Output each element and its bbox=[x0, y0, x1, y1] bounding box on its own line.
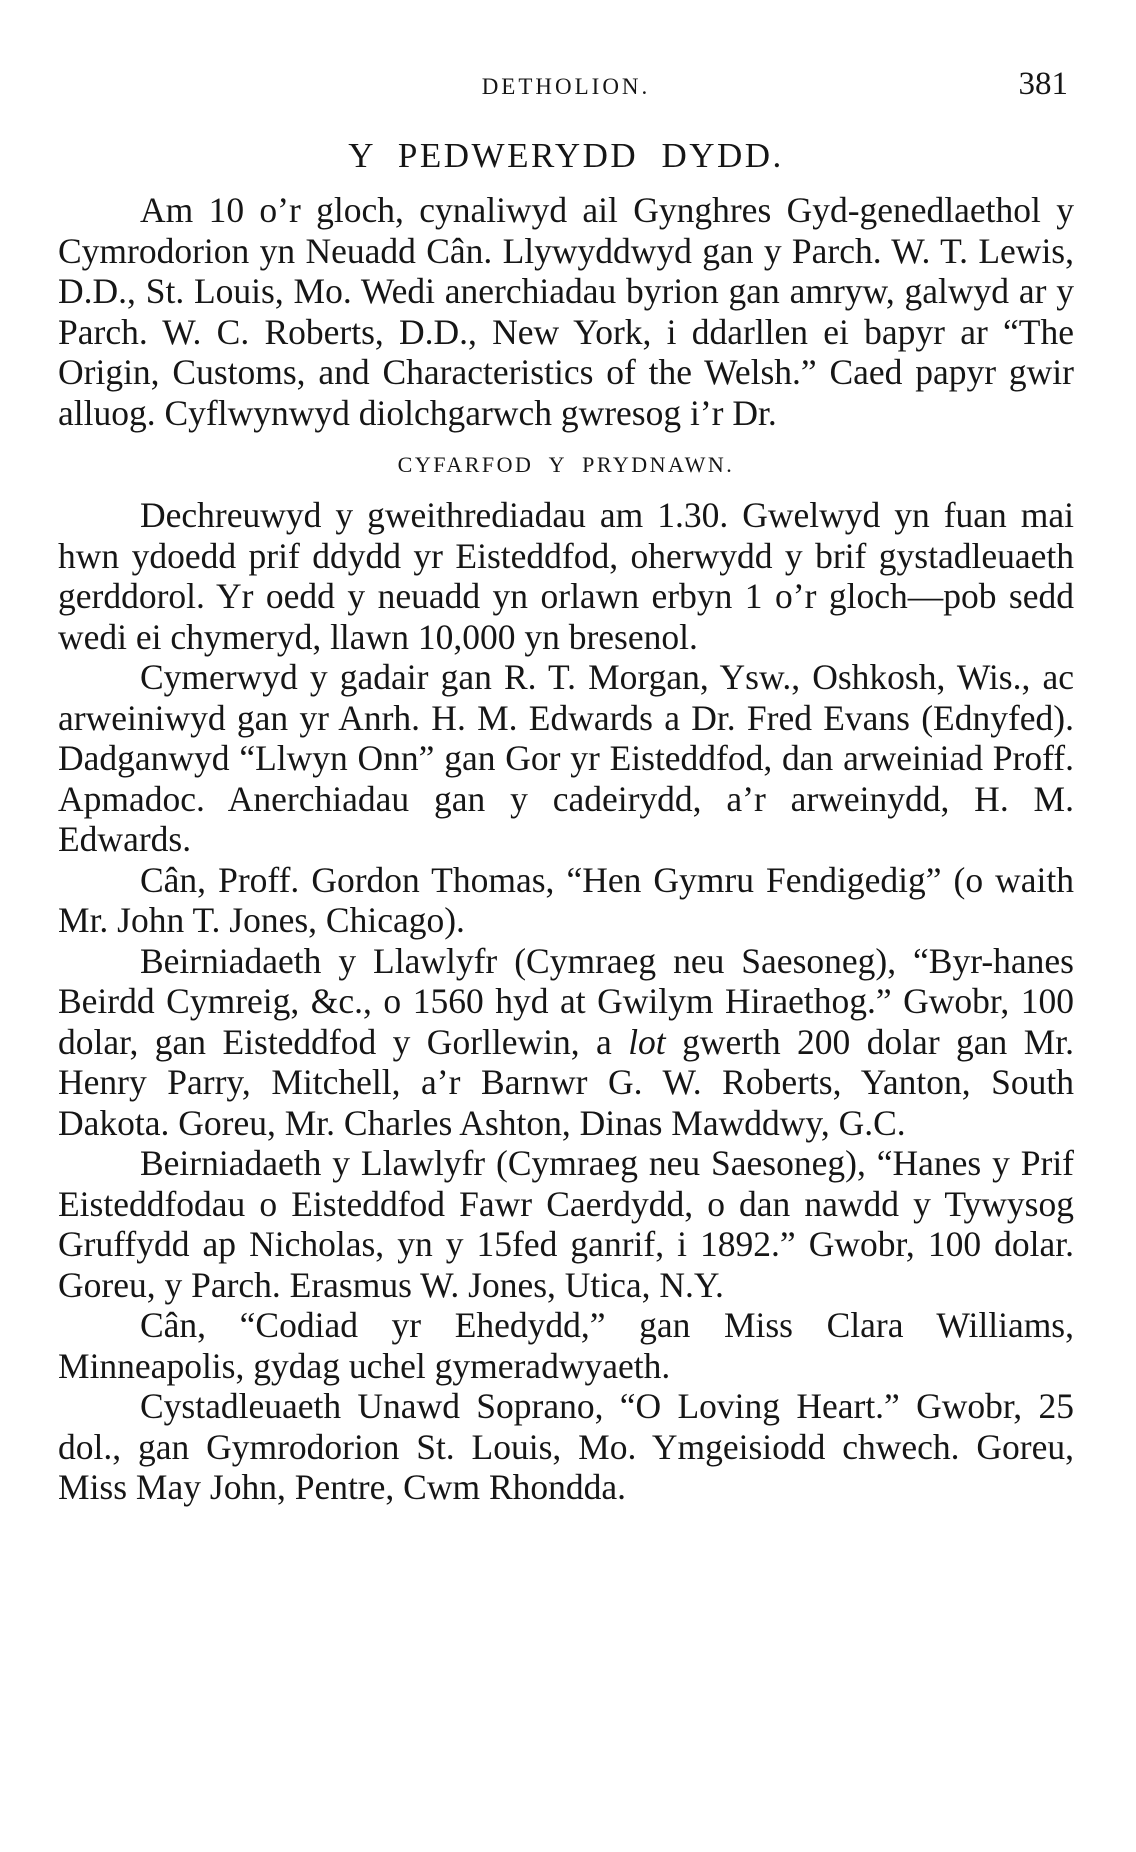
paragraph-handbook-poets bbox=[58, 941, 1074, 1144]
handbook-poets-text-a: Beirniadaeth y Llawlyfr (Cymraeg neu Saesoneg), “Byr-hanes Beirdd Cymreig, &c., o 1560 hyd at Gwilym Hiraethog.” Gwobr, 100 dolar, gan Eisteddfod y Gorllewin, a bbox=[58, 940, 1074, 1062]
paragraph-opening: Dechreuwyd y gweithrediadau am 1.30. Gwelwyd yn fuan mai hwn ydoedd prif ddydd yr Eisteddfod, oherwydd y brif gystadleuaeth gerddorol. Yr oedd y neuadd yn orlawn erbyn 1 o’r gloch—pob sedd wedi ei chymeryd, llawn 10,000 yn bresenol. bbox=[58, 495, 1074, 657]
handbook-poets-text-b: gwerth 200 dolar gan Mr. Henry Parry, Mitchell, a’r Barnwr G. W. Roberts, Yanton, South Dakota. Goreu, Mr. Charles Ashton, Dinas Mawddwy, G.C. bbox=[58, 1021, 1074, 1143]
section-title: Y PEDWERYDD DYDD. bbox=[348, 136, 784, 175]
running-title: DETHOLION. bbox=[481, 74, 651, 99]
paragraph-song-clara: Cân, “Codiad yr Ehedydd,” gan Miss Clara Williams, Minneapolis, gydag uchel gymeradwyaeth. bbox=[58, 1305, 1074, 1386]
intro-paragraph: Am 10 o’r gloch, cynaliwyd ail Gynghres Gyd-genedlaethol y Cymrodorion yn Neuadd Cân. Llywyddwyd gan y Parch. W. T. Lewis, D.D., St. Louis, Mo. Wedi anerchiadau byrion gan amryw, galwyd ar y Parch. W. C. Roberts, D.D., New York, i ddarllen ei bapyr ar “The Origin, Customs, and Characteristics of the Welsh.” Caed papyr gwir alluog. Cyflwynwyd diolchgarwch gwresog i’r Dr. bbox=[58, 190, 1074, 433]
paragraph-soprano: Cystadleuaeth Unawd Soprano, “O Loving Heart.” Gwobr, 25 dol., gan Gymrodorion St. Louis, Mo. Ymgeisiodd chwech. Goreu, Miss May John, Pentre, Cwm Rhondda. bbox=[58, 1386, 1074, 1507]
running-head bbox=[58, 62, 1074, 110]
italic-lot: lot bbox=[628, 1021, 666, 1062]
paragraph-song-gordon: Cân, Proff. Gordon Thomas, “Hen Gymru Fendigedig” (o waith Mr. John T. Jones, Chicago). bbox=[58, 859, 1074, 940]
paragraph-handbook-eisteddfodau: Beirniadaeth y Llawlyfr (Cymraeg neu Saesoneg), “Hanes y Prif Eisteddfodau o Eisteddfod Fawr Caerdydd, o dan nawdd y Tywysog Gruffydd ap Nicholas, yn y 15fed ganrif, i 1892.” Gwobr, 100 dolar. Goreu, y Parch. Erasmus W. Jones, Utica, N.Y. bbox=[58, 1143, 1074, 1305]
paragraph-chair: Cymerwyd y gadair gan R. T. Morgan, Ysw., Oshkosh, Wis., ac arweiniwyd gan yr Anrh. H. M. Edwards a Dr. Fred Evans (Ednyfed). Dadganwyd “Llwyn Onn” gan Gor yr Eisteddfod, dan arweiniad Proff. Apmadoc. Anerchiadau gan y cadeirydd, a’r arweinydd, H. M. Edwards. bbox=[58, 657, 1074, 859]
book-page bbox=[58, 62, 1074, 1508]
page-number: 381 bbox=[1018, 66, 1068, 102]
afternoon-heading: CYFARFOD Y PRYDNAWN. bbox=[397, 452, 735, 477]
